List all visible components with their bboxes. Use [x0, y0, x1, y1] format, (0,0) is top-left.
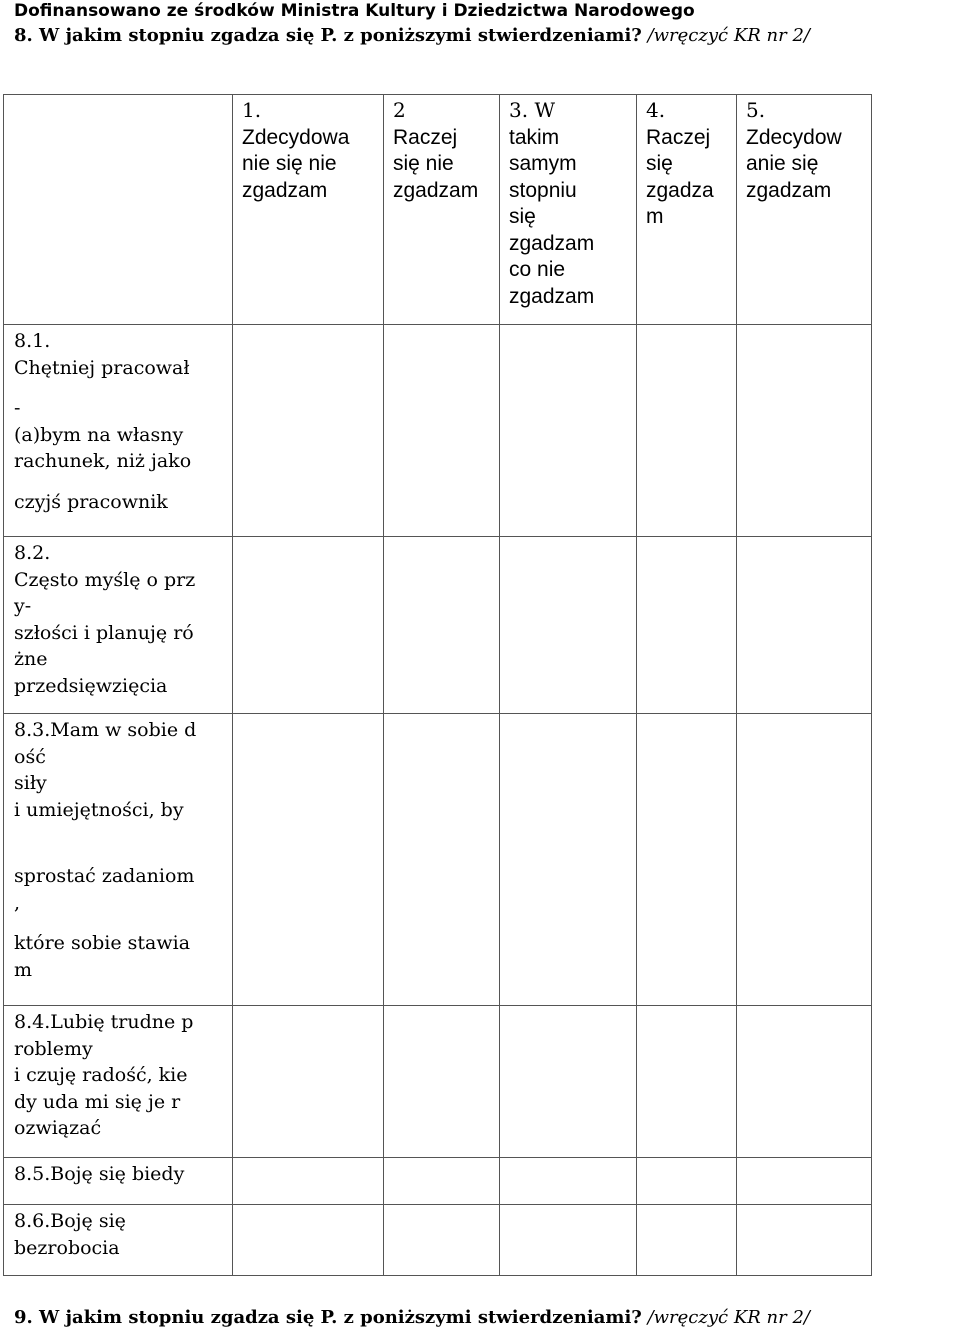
answer-cell[interactable] — [500, 1006, 637, 1158]
answer-cell[interactable] — [637, 1205, 737, 1276]
answer-cell[interactable] — [500, 714, 637, 1006]
funding-header: Dofinansowano ze środków Ministra Kultury i Dziedzictwa Narodowego — [14, 1, 695, 21]
answer-cell[interactable] — [384, 714, 500, 1006]
answer-cell[interactable] — [384, 1158, 500, 1205]
statement-line: Chętniej pracował — [14, 356, 190, 379]
answer-cell[interactable] — [500, 1205, 637, 1276]
answer-cell[interactable] — [737, 714, 872, 1006]
answer-cell[interactable] — [384, 325, 500, 537]
answer-cell[interactable] — [637, 325, 737, 537]
answer-cell[interactable] — [233, 714, 384, 1006]
scale-label-line: zgadzam — [746, 178, 832, 202]
statement-line: i czuję radość, kie — [14, 1064, 188, 1086]
scale-label-line: Raczej — [646, 125, 711, 149]
statement-line: roblemy — [14, 1037, 93, 1060]
scale-header-5 — [737, 95, 872, 325]
answer-cell[interactable] — [737, 1006, 872, 1158]
answer-cell[interactable] — [637, 1158, 737, 1205]
statement-line: żne — [14, 648, 48, 670]
answer-cell[interactable] — [637, 714, 737, 1006]
statement-line: bezrobocia — [14, 1236, 120, 1259]
answer-cell[interactable] — [737, 325, 872, 537]
statement-line: ość — [14, 745, 46, 768]
statement-line: Często myślę o prz — [14, 568, 196, 591]
statement-line: 8.6.Boję się — [14, 1210, 126, 1232]
scale-label-line: samym — [509, 152, 577, 175]
answer-cell[interactable] — [737, 1205, 872, 1276]
statement-line: szłości i planuję ró — [14, 621, 194, 644]
statement-line: dy uda mi się je r — [14, 1090, 181, 1113]
statement-line: m — [14, 958, 33, 981]
statement-row — [4, 537, 872, 714]
statement-label-8-2 — [4, 537, 233, 714]
statement-label-8-5 — [4, 1158, 233, 1205]
question-8-heading — [14, 25, 810, 47]
statement-line: sprostać zadaniom — [14, 865, 195, 887]
scale-header-3 — [500, 95, 637, 325]
statement-line: ozwiązać — [14, 1117, 102, 1139]
answer-cell[interactable] — [737, 537, 872, 714]
answer-cell[interactable] — [233, 1205, 384, 1276]
statement-label-8-1 — [4, 325, 233, 537]
scale-label-line: się — [509, 205, 536, 228]
scale-header-1 — [233, 95, 384, 325]
statement-row — [4, 714, 872, 1006]
answer-cell[interactable] — [384, 537, 500, 714]
question-9-text: 9. W jakim stopniu zgadza się P. z poniższymi stwierdzeniami? — [14, 1307, 642, 1328]
answer-cell[interactable] — [384, 1205, 500, 1276]
scale-label-line: m — [646, 205, 664, 228]
scale-label-line: Raczej — [393, 125, 458, 149]
statement-label-8-6 — [4, 1205, 233, 1276]
question-8-text: 8. W jakim stopniu zgadza się P. z poniższymi stwierdzeniami? — [14, 25, 642, 46]
statement-row — [4, 1006, 872, 1158]
scale-label-line: się — [646, 152, 673, 175]
statement-line: 8.4.Lubię trudne p — [14, 1011, 194, 1033]
scale-label-line: stopniu — [509, 178, 577, 202]
scale-label-line: zgadza — [646, 178, 714, 202]
header-row — [4, 95, 872, 325]
scale-label-line: zgadzam — [393, 178, 479, 202]
statement-line: (a)bym na własny — [14, 423, 184, 446]
statement-line: , — [14, 891, 21, 914]
statement-line: przedsięwzięcia — [14, 674, 168, 697]
header-empty-cell — [4, 95, 233, 325]
statement-line: 8.2. — [14, 542, 51, 564]
statement-line: i umiejętności, by — [14, 798, 184, 821]
question-9-heading — [14, 1307, 810, 1329]
scale-number: 5. — [746, 98, 766, 122]
statement-label-8-3 — [4, 714, 233, 1006]
scale-label-line: takim — [509, 125, 560, 149]
scale-number: 3. W — [509, 98, 555, 122]
answer-cell[interactable] — [233, 325, 384, 537]
scale-number: 2 — [393, 98, 406, 122]
statement-label-8-4 — [4, 1006, 233, 1158]
scale-label-line: się nie — [393, 152, 454, 175]
answer-cell[interactable] — [233, 1158, 384, 1205]
statement-line: które sobie stawia — [14, 932, 191, 954]
scale-label-line: Zdecydow — [746, 125, 842, 149]
statement-line: y- — [14, 595, 32, 617]
answer-cell[interactable] — [233, 1006, 384, 1158]
answer-cell[interactable] — [500, 537, 637, 714]
scale-label-line: co nie — [509, 258, 566, 281]
statement-line: 8.1. — [14, 330, 51, 352]
statement-row — [4, 1158, 872, 1205]
scale-label-line: nie się nie — [242, 152, 337, 175]
answer-cell[interactable] — [637, 1006, 737, 1158]
scale-label-line: zgadzam — [242, 178, 328, 202]
answer-cell[interactable] — [500, 325, 637, 537]
agreement-table — [3, 94, 872, 1276]
scale-header-4 — [637, 95, 737, 325]
answer-cell[interactable] — [233, 537, 384, 714]
statement-line: - — [14, 397, 21, 419]
scale-label-line: zgadzam — [509, 231, 595, 255]
statement-line: czyjś pracownik — [14, 490, 168, 513]
answer-cell[interactable] — [637, 537, 737, 714]
scale-label-line: anie się — [746, 152, 819, 175]
statement-line: 8.3.Mam w sobie d — [14, 719, 197, 741]
question-8-note: /wręczyć KR nr 2/ — [641, 25, 810, 46]
statement-line: siły — [14, 772, 47, 794]
statement-row — [4, 1205, 872, 1276]
scale-label-line: zgadzam — [509, 284, 595, 308]
question-9-note: /wręczyć KR nr 2/ — [641, 1307, 810, 1328]
statement-line: 8.5.Boję się biedy — [14, 1163, 185, 1185]
answer-cell[interactable] — [500, 1158, 637, 1205]
scale-number: 4. — [646, 98, 666, 122]
scale-number: 1. — [242, 98, 262, 122]
answer-cell[interactable] — [737, 1158, 872, 1205]
scale-header-2 — [384, 95, 500, 325]
scale-label-line: Zdecydowa — [242, 125, 350, 149]
statement-row — [4, 325, 872, 537]
statement-line: rachunek, niż jako — [14, 450, 192, 472]
answer-cell[interactable] — [384, 1006, 500, 1158]
